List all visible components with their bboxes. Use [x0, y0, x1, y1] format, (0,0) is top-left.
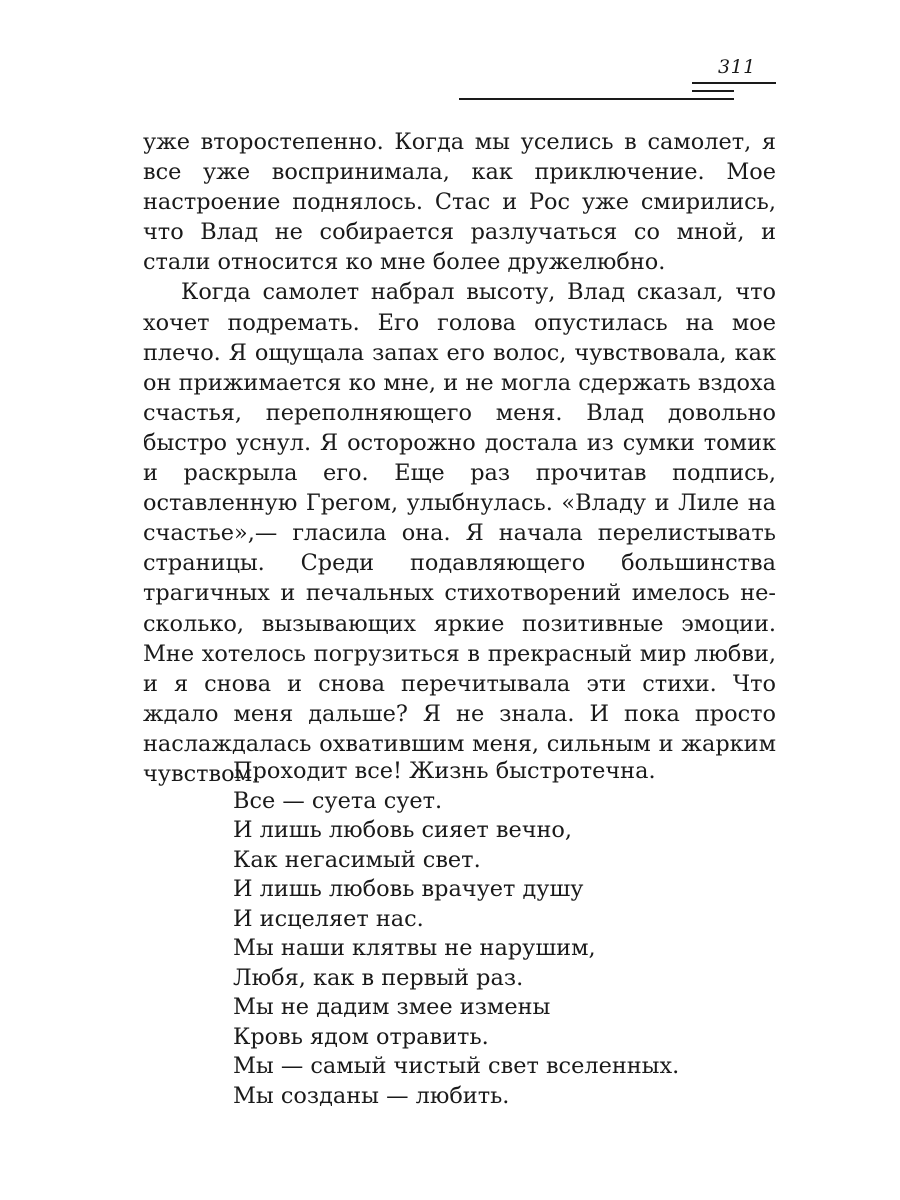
header-rule-top	[692, 82, 776, 84]
paragraph-airplane: Когда самолет набрал высоту, Влад сказал, что хочет подремать. Его голова опустилась на мое плечо. Я ощущала запах его волос, чувствовала, как он прижимается ко мне, и не могла сдержать вздоха счастья, переполняющего меня. Влад довольно быстро уснул. Я осторожно достала из сумки томик и раскрыла его. Еще раз прочитав подпись, оставленную Грегом, улыбнулась. «Владу и Лиле на счастье»,— гласила она. Я начала перелистывать страницы. Среди подавляющего большинства трагичных и печальных стихотворений имелось несколько, вызывающих яркие позитивные эмоции. Мне хотелось погрузиться в прекрасный мир любви, и я снова и снова перечитывала эти стихи. Что ждало меня дальше? Я не знала. И пока просто наслаждалась охватившим меня, сильным и жарким чувством.	[143, 279, 776, 787]
poem-line: И лишь любовь сияет вечно,	[233, 817, 573, 843]
poem-line: Мы наши клятвы не нарушим,	[233, 935, 596, 961]
poem-line: И исцеляет нас.	[233, 905, 424, 932]
poem-line: И лишь любовь врачует душу	[233, 876, 584, 902]
poem-line: Все — суета сует.	[233, 787, 443, 814]
poem-line: Любя, как в первый раз.	[233, 964, 524, 991]
poem-line: Кровь ядом отравить.	[233, 1023, 489, 1050]
page-header	[0, 0, 900, 110]
poem-line: Проходит все! Жизнь быстротечна.	[233, 758, 656, 784]
page-number: 311	[718, 56, 756, 78]
poem-line: Мы не дадим змее измены	[233, 994, 551, 1020]
body-text	[143, 127, 776, 789]
header-rule-middle	[692, 90, 734, 92]
poem-line: Мы — самый чистый свет вселенных.	[233, 1053, 680, 1079]
poem-line: Мы созданы — любить.	[233, 1082, 510, 1109]
poem	[233, 757, 679, 1111]
poem-line: Как негасимый свет.	[233, 846, 481, 873]
header-rule-long	[459, 98, 734, 100]
paragraph-continued: уже второстепенно. Когда мы уселись в самолет, я все уже воспринимала, как приключение. Мое настроение поднялось. Стас и Рос уже смирились, что Влад не собирается разлучаться со мной, и стали относится ко мне более дружелюбно.	[143, 129, 776, 276]
